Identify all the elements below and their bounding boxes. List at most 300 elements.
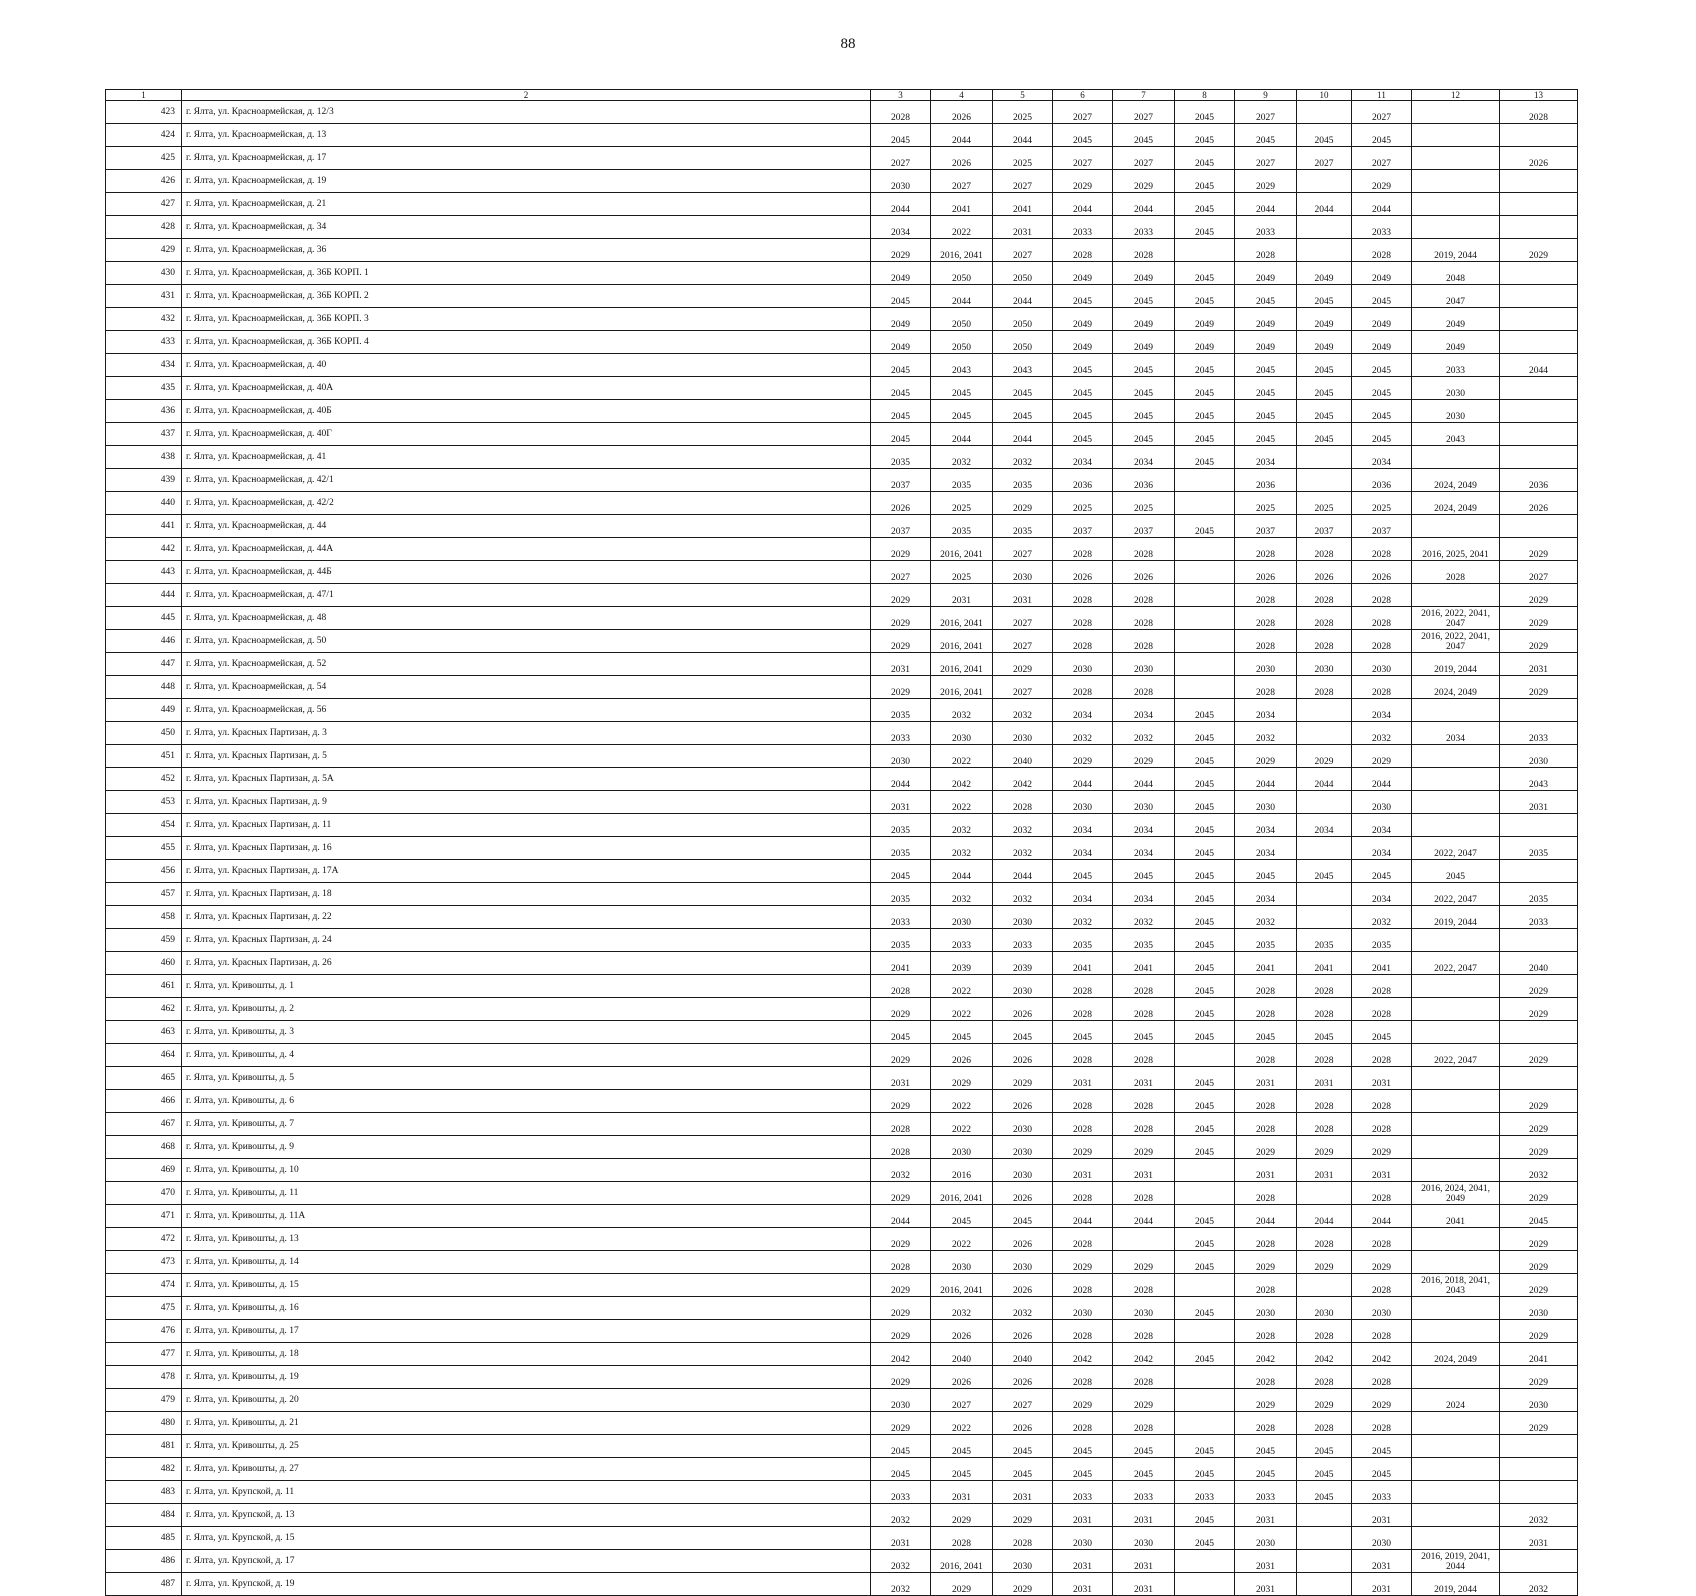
address-cell: г. Ялта, ул. Красноармейская, д. 42/1 (182, 469, 871, 492)
address-cell: г. Ялта, ул. Красных Партизан, д. 24 (182, 929, 871, 952)
year-cell-col-4: 2016, 2041 (931, 239, 993, 262)
year-cell-col-13: 2031 (1500, 791, 1578, 814)
year-cell-col-11: 2044 (1352, 1205, 1412, 1228)
year-cell-col-4: 2030 (931, 1136, 993, 1159)
year-cell-col-9: 2041 (1235, 952, 1297, 975)
year-cell-col-3: 2045 (871, 423, 931, 446)
address-cell: г. Ялта, ул. Кривошты, д. 15 (182, 1274, 871, 1297)
year-cell-col-9: 2036 (1235, 469, 1297, 492)
year-cell-col-8: 2045 (1175, 101, 1235, 124)
table-row (106, 101, 1578, 124)
row-number: 454 (106, 814, 182, 837)
year-cell-col-11: 2026 (1352, 561, 1412, 584)
year-cell-col-10: 2045 (1297, 377, 1352, 400)
table-row (106, 1389, 1578, 1412)
year-cell-col-4: 2025 (931, 492, 993, 515)
year-cell-col-7: 2027 (1113, 101, 1175, 124)
year-cell-col-7: 2031 (1113, 1550, 1175, 1573)
year-cell-col-10: 2045 (1297, 1481, 1352, 1504)
year-cell-col-12: 2033 (1412, 354, 1500, 377)
year-cell-col-13: 2044 (1500, 354, 1578, 377)
year-cell-col-11: 2028 (1352, 1366, 1412, 1389)
row-number: 456 (106, 860, 182, 883)
year-cell-col-4: 2044 (931, 285, 993, 308)
year-cell-col-4: 2039 (931, 952, 993, 975)
column-header-4: 4 (931, 90, 993, 101)
year-cell-col-8: 2045 (1175, 745, 1235, 768)
year-cell-col-3: 2032 (871, 1550, 931, 1573)
year-cell-col-11: 2045 (1352, 423, 1412, 446)
year-cell-col-5: 2035 (993, 469, 1053, 492)
year-cell-col-4: 2022 (931, 745, 993, 768)
address-cell: г. Ялта, ул. Красноармейская, д. 40 (182, 354, 871, 377)
year-cell-col-10: 2045 (1297, 1021, 1352, 1044)
year-cell-col-7: 2036 (1113, 469, 1175, 492)
year-cell-col-4: 2016, 2041 (931, 607, 993, 630)
year-cell-col-5: 2040 (993, 1343, 1053, 1366)
year-cell-col-13: 2030 (1500, 1297, 1578, 1320)
row-number: 462 (106, 998, 182, 1021)
year-cell-col-5: 2032 (993, 837, 1053, 860)
year-cell-col-7: 2045 (1113, 1021, 1175, 1044)
table-row (106, 906, 1578, 929)
year-cell-col-3: 2031 (871, 653, 931, 676)
year-cell-col-10: 2028 (1297, 1113, 1352, 1136)
year-cell-col-11: 2042 (1352, 1343, 1412, 1366)
year-cell-col-13: 2031 (1500, 1527, 1578, 1550)
year-cell-col-13: 2029 (1500, 584, 1578, 607)
year-cell-col-4: 2027 (931, 170, 993, 193)
year-cell-col-12 (1412, 814, 1500, 837)
year-cell-col-9: 2029 (1235, 1251, 1297, 1274)
year-cell-col-7 (1113, 1228, 1175, 1251)
year-cell-col-13: 2029 (1500, 1090, 1578, 1113)
year-cell-col-6: 2031 (1053, 1573, 1113, 1596)
year-cell-col-8: 2045 (1175, 998, 1235, 1021)
year-cell-col-9: 2045 (1235, 1021, 1297, 1044)
year-cell-col-5: 2042 (993, 768, 1053, 791)
year-cell-col-4: 2016, 2041 (931, 1182, 993, 1205)
year-cell-col-13: 2029 (1500, 1412, 1578, 1435)
table-row (106, 308, 1578, 331)
year-cell-col-5: 2027 (993, 538, 1053, 561)
year-cell-col-11: 2031 (1352, 1159, 1412, 1182)
year-cell-col-13: 2030 (1500, 1389, 1578, 1412)
year-cell-col-13: 2041 (1500, 1343, 1578, 1366)
year-cell-col-9: 2028 (1235, 538, 1297, 561)
year-cell-col-4: 2026 (931, 1320, 993, 1343)
year-cell-col-6: 2031 (1053, 1067, 1113, 1090)
year-cell-col-6: 2026 (1053, 561, 1113, 584)
year-cell-col-11: 2029 (1352, 170, 1412, 193)
table-row (106, 1251, 1578, 1274)
year-cell-col-13: 2029 (1500, 1228, 1578, 1251)
year-cell-col-8 (1175, 1573, 1235, 1596)
row-number: 475 (106, 1297, 182, 1320)
year-cell-col-5: 2029 (993, 1067, 1053, 1090)
year-cell-col-10: 2028 (1297, 975, 1352, 998)
table-row (106, 929, 1578, 952)
year-cell-col-11: 2034 (1352, 883, 1412, 906)
year-cell-col-10 (1297, 239, 1352, 262)
year-cell-col-7: 2034 (1113, 814, 1175, 837)
year-cell-col-11: 2028 (1352, 1113, 1412, 1136)
year-cell-col-13: 2027 (1500, 561, 1578, 584)
row-number: 483 (106, 1481, 182, 1504)
year-cell-col-9: 2044 (1235, 1205, 1297, 1228)
year-cell-col-4: 2022 (931, 1228, 993, 1251)
year-cell-col-7: 2028 (1113, 1412, 1175, 1435)
year-cell-col-9: 2028 (1235, 1366, 1297, 1389)
year-cell-col-5: 2026 (993, 1228, 1053, 1251)
year-cell-col-10: 2045 (1297, 860, 1352, 883)
year-cell-col-12: 2024, 2049 (1412, 676, 1500, 699)
year-cell-col-12 (1412, 1366, 1500, 1389)
year-cell-col-5: 2030 (993, 561, 1053, 584)
year-cell-col-8: 2045 (1175, 929, 1235, 952)
year-cell-col-4: 2029 (931, 1573, 993, 1596)
year-cell-col-3: 2029 (871, 538, 931, 561)
year-cell-col-5: 2030 (993, 1550, 1053, 1573)
year-cell-col-3: 2044 (871, 768, 931, 791)
row-number: 461 (106, 975, 182, 998)
row-number: 459 (106, 929, 182, 952)
year-cell-col-4: 2016, 2041 (931, 538, 993, 561)
year-cell-col-13: 2040 (1500, 952, 1578, 975)
table-row (106, 1021, 1578, 1044)
row-number: 427 (106, 193, 182, 216)
address-cell: г. Ялта, ул. Красных Партизан, д. 11 (182, 814, 871, 837)
year-cell-col-8: 2045 (1175, 1251, 1235, 1274)
year-cell-col-12 (1412, 101, 1500, 124)
year-cell-col-12: 2016, 2018, 2041, 2043 (1412, 1274, 1500, 1297)
year-cell-col-4: 2031 (931, 584, 993, 607)
year-cell-col-9: 2034 (1235, 814, 1297, 837)
year-cell-col-13: 2029 (1500, 1182, 1578, 1205)
year-cell-col-9: 2045 (1235, 400, 1297, 423)
year-cell-col-7: 2033 (1113, 216, 1175, 239)
year-cell-col-9: 2030 (1235, 653, 1297, 676)
table-row (106, 538, 1578, 561)
year-cell-col-8: 2045 (1175, 952, 1235, 975)
year-cell-col-13: 2029 (1500, 1274, 1578, 1297)
year-cell-col-6: 2027 (1053, 147, 1113, 170)
year-cell-col-8: 2045 (1175, 791, 1235, 814)
table-row (106, 676, 1578, 699)
year-cell-col-4: 2025 (931, 561, 993, 584)
year-cell-col-5: 2050 (993, 262, 1053, 285)
table-row (106, 883, 1578, 906)
year-cell-col-7: 2029 (1113, 170, 1175, 193)
year-cell-col-5: 2044 (993, 860, 1053, 883)
year-cell-col-7: 2045 (1113, 377, 1175, 400)
year-cell-col-11: 2028 (1352, 1090, 1412, 1113)
year-cell-col-10: 2034 (1297, 814, 1352, 837)
row-number: 460 (106, 952, 182, 975)
year-cell-col-8: 2045 (1175, 1527, 1235, 1550)
address-cell: г. Ялта, ул. Красноармейская, д. 13 (182, 124, 871, 147)
year-cell-col-5: 2031 (993, 584, 1053, 607)
year-cell-col-8: 2033 (1175, 1481, 1235, 1504)
address-cell: г. Ялта, ул. Красноармейская, д. 36Б КОРП. 1 (182, 262, 871, 285)
table-row (106, 1090, 1578, 1113)
table-row (106, 584, 1578, 607)
year-cell-col-4: 2041 (931, 193, 993, 216)
year-cell-col-8: 2045 (1175, 354, 1235, 377)
row-number: 467 (106, 1113, 182, 1136)
year-cell-col-7: 2044 (1113, 1205, 1175, 1228)
year-cell-col-11: 2034 (1352, 699, 1412, 722)
year-cell-col-11: 2044 (1352, 193, 1412, 216)
address-cell: г. Ялта, ул. Красных Партизан, д. 18 (182, 883, 871, 906)
address-cell: г. Ялта, ул. Кривошты, д. 11 (182, 1182, 871, 1205)
address-cell: г. Ялта, ул. Красноармейская, д. 42/2 (182, 492, 871, 515)
year-cell-col-4: 2050 (931, 308, 993, 331)
row-number: 433 (106, 331, 182, 354)
year-cell-col-12 (1412, 745, 1500, 768)
address-cell: г. Ялта, ул. Красноармейская, д. 36 (182, 239, 871, 262)
year-cell-col-12: 2016, 2022, 2041, 2047 (1412, 630, 1500, 653)
year-cell-col-9: 2027 (1235, 101, 1297, 124)
row-number: 442 (106, 538, 182, 561)
address-cell: г. Ялта, ул. Красноармейская, д. 36Б КОРП. 3 (182, 308, 871, 331)
year-cell-col-3: 2029 (871, 1274, 931, 1297)
year-cell-col-13 (1500, 262, 1578, 285)
year-cell-col-7: 2045 (1113, 1435, 1175, 1458)
year-cell-col-12: 2016, 2019, 2041, 2044 (1412, 1550, 1500, 1573)
year-cell-col-11: 2030 (1352, 791, 1412, 814)
year-cell-col-8 (1175, 1320, 1235, 1343)
year-cell-col-6: 2025 (1053, 492, 1113, 515)
address-cell: г. Ялта, ул. Кривошты, д. 19 (182, 1366, 871, 1389)
year-cell-col-7: 2028 (1113, 676, 1175, 699)
year-cell-col-4: 2030 (931, 1251, 993, 1274)
row-number: 451 (106, 745, 182, 768)
address-cell: г. Ялта, ул. Кривошты, д. 2 (182, 998, 871, 1021)
row-number: 479 (106, 1389, 182, 1412)
table-row (106, 1366, 1578, 1389)
year-cell-col-8: 2045 (1175, 1090, 1235, 1113)
year-cell-col-4: 2026 (931, 1044, 993, 1067)
column-header-5: 5 (993, 90, 1053, 101)
year-cell-col-8: 2045 (1175, 1136, 1235, 1159)
year-cell-col-9: 2031 (1235, 1067, 1297, 1090)
year-cell-col-12 (1412, 1320, 1500, 1343)
year-cell-col-10: 2027 (1297, 147, 1352, 170)
year-cell-col-10: 2026 (1297, 561, 1352, 584)
year-cell-col-6: 2029 (1053, 1251, 1113, 1274)
year-cell-col-5: 2032 (993, 699, 1053, 722)
year-cell-col-8: 2045 (1175, 1205, 1235, 1228)
year-cell-col-11: 2028 (1352, 584, 1412, 607)
year-cell-col-8 (1175, 607, 1235, 630)
address-cell: г. Ялта, ул. Кривошты, д. 9 (182, 1136, 871, 1159)
year-cell-col-5: 2026 (993, 1044, 1053, 1067)
year-cell-col-12 (1412, 1412, 1500, 1435)
year-cell-col-3: 2030 (871, 1389, 931, 1412)
year-cell-col-13 (1500, 285, 1578, 308)
year-cell-col-12 (1412, 515, 1500, 538)
year-cell-col-11: 2045 (1352, 1435, 1412, 1458)
year-cell-col-8: 2045 (1175, 193, 1235, 216)
year-cell-col-10: 2045 (1297, 1458, 1352, 1481)
year-cell-col-6: 2045 (1053, 1435, 1113, 1458)
year-cell-col-6: 2045 (1053, 1021, 1113, 1044)
address-cell: г. Ялта, ул. Красных Партизан, д. 3 (182, 722, 871, 745)
year-cell-col-8: 2045 (1175, 515, 1235, 538)
table-row (106, 998, 1578, 1021)
year-cell-col-7: 2030 (1113, 1297, 1175, 1320)
year-cell-col-7: 2028 (1113, 1044, 1175, 1067)
year-cell-col-13 (1500, 515, 1578, 538)
address-cell: г. Ялта, ул. Красноармейская, д. 12/3 (182, 101, 871, 124)
year-cell-col-13: 2032 (1500, 1573, 1578, 1596)
year-cell-col-12 (1412, 170, 1500, 193)
year-cell-col-5: 2029 (993, 1504, 1053, 1527)
year-cell-col-6: 2028 (1053, 607, 1113, 630)
year-cell-col-3: 2037 (871, 469, 931, 492)
year-cell-col-6: 2045 (1053, 354, 1113, 377)
year-cell-col-9: 2049 (1235, 262, 1297, 285)
year-cell-col-7: 2045 (1113, 285, 1175, 308)
year-cell-col-9: 2029 (1235, 170, 1297, 193)
table-row (106, 331, 1578, 354)
year-cell-col-4: 2016, 2041 (931, 676, 993, 699)
year-cell-col-13: 2033 (1500, 906, 1578, 929)
year-cell-col-4: 2026 (931, 1366, 993, 1389)
table-row (106, 1136, 1578, 1159)
year-cell-col-13 (1500, 1067, 1578, 1090)
year-cell-col-5: 2050 (993, 308, 1053, 331)
year-cell-col-11: 2027 (1352, 147, 1412, 170)
year-cell-col-9: 2035 (1235, 929, 1297, 952)
year-cell-col-9: 2033 (1235, 216, 1297, 239)
year-cell-col-9: 2028 (1235, 1113, 1297, 1136)
year-cell-col-5: 2033 (993, 929, 1053, 952)
year-cell-col-13: 2029 (1500, 1044, 1578, 1067)
year-cell-col-11: 2034 (1352, 837, 1412, 860)
year-cell-col-10: 2028 (1297, 1366, 1352, 1389)
year-cell-col-10 (1297, 883, 1352, 906)
year-cell-col-7: 2045 (1113, 124, 1175, 147)
year-cell-col-4: 2045 (931, 377, 993, 400)
year-cell-col-10: 2028 (1297, 1320, 1352, 1343)
year-cell-col-10: 2028 (1297, 1044, 1352, 1067)
table-row (106, 423, 1578, 446)
year-cell-col-3: 2032 (871, 1573, 931, 1596)
year-cell-col-5: 2026 (993, 998, 1053, 1021)
year-cell-col-13 (1500, 124, 1578, 147)
year-cell-col-3: 2026 (871, 492, 931, 515)
year-cell-col-13 (1500, 308, 1578, 331)
year-cell-col-4: 2028 (931, 1527, 993, 1550)
year-cell-col-4: 2045 (931, 1021, 993, 1044)
year-cell-col-12 (1412, 768, 1500, 791)
year-cell-col-5: 2040 (993, 745, 1053, 768)
table-row (106, 975, 1578, 998)
year-cell-col-7: 2033 (1113, 1481, 1175, 1504)
year-cell-col-12 (1412, 1159, 1500, 1182)
table-row (106, 1274, 1578, 1297)
year-cell-col-6: 2030 (1053, 791, 1113, 814)
year-cell-col-7: 2028 (1113, 975, 1175, 998)
year-cell-col-3: 2029 (871, 1320, 931, 1343)
year-cell-col-7: 2045 (1113, 354, 1175, 377)
address-cell: г. Ялта, ул. Крупской, д. 15 (182, 1527, 871, 1550)
year-cell-col-4: 2044 (931, 124, 993, 147)
year-cell-col-7: 2041 (1113, 952, 1175, 975)
year-cell-col-6: 2030 (1053, 653, 1113, 676)
row-number: 426 (106, 170, 182, 193)
year-cell-col-7: 2028 (1113, 1182, 1175, 1205)
year-cell-col-8 (1175, 676, 1235, 699)
year-cell-col-3: 2049 (871, 308, 931, 331)
row-number: 469 (106, 1159, 182, 1182)
year-cell-col-8 (1175, 630, 1235, 653)
year-cell-col-7: 2044 (1113, 768, 1175, 791)
table-row (106, 1412, 1578, 1435)
year-cell-col-11: 2028 (1352, 1274, 1412, 1297)
table-row (106, 1527, 1578, 1550)
year-cell-col-12 (1412, 998, 1500, 1021)
year-cell-col-7: 2025 (1113, 492, 1175, 515)
year-cell-col-7: 2044 (1113, 193, 1175, 216)
year-cell-col-12 (1412, 699, 1500, 722)
year-cell-col-9: 2045 (1235, 423, 1297, 446)
year-cell-col-5: 2045 (993, 1435, 1053, 1458)
year-cell-col-13 (1500, 331, 1578, 354)
year-cell-col-9: 2034 (1235, 883, 1297, 906)
row-number: 434 (106, 354, 182, 377)
year-cell-col-6: 2042 (1053, 1343, 1113, 1366)
year-cell-col-3: 2033 (871, 722, 931, 745)
year-cell-col-10 (1297, 1274, 1352, 1297)
year-cell-col-7: 2029 (1113, 1251, 1175, 1274)
year-cell-col-6: 2028 (1053, 1044, 1113, 1067)
year-cell-col-6: 2028 (1053, 1182, 1113, 1205)
year-cell-col-9: 2045 (1235, 124, 1297, 147)
year-cell-col-10: 2049 (1297, 262, 1352, 285)
row-number: 464 (106, 1044, 182, 1067)
year-cell-col-13: 2032 (1500, 1504, 1578, 1527)
year-cell-col-8: 2045 (1175, 837, 1235, 860)
year-cell-col-4: 2045 (931, 1458, 993, 1481)
year-cell-col-12: 2034 (1412, 722, 1500, 745)
year-cell-col-11: 2045 (1352, 377, 1412, 400)
year-cell-col-6: 2028 (1053, 1320, 1113, 1343)
year-cell-col-6: 2028 (1053, 975, 1113, 998)
column-header-10: 10 (1297, 90, 1352, 101)
table-row (106, 1182, 1578, 1205)
address-cell: г. Ялта, ул. Кривошты, д. 13 (182, 1228, 871, 1251)
year-cell-col-7: 2030 (1113, 791, 1175, 814)
year-cell-col-11: 2029 (1352, 1389, 1412, 1412)
year-cell-col-11: 2045 (1352, 1458, 1412, 1481)
year-cell-col-6: 2029 (1053, 1389, 1113, 1412)
year-cell-col-5: 2029 (993, 492, 1053, 515)
year-cell-col-9: 2031 (1235, 1159, 1297, 1182)
year-cell-col-13: 2029 (1500, 630, 1578, 653)
year-cell-col-6: 2044 (1053, 1205, 1113, 1228)
year-cell-col-12: 2030 (1412, 377, 1500, 400)
year-cell-col-6: 2028 (1053, 630, 1113, 653)
year-cell-col-9: 2028 (1235, 1274, 1297, 1297)
year-cell-col-8: 2045 (1175, 883, 1235, 906)
year-cell-col-3: 2029 (871, 239, 931, 262)
year-cell-col-8: 2045 (1175, 170, 1235, 193)
year-cell-col-4: 2032 (931, 1297, 993, 1320)
year-cell-col-3: 2032 (871, 1504, 931, 1527)
